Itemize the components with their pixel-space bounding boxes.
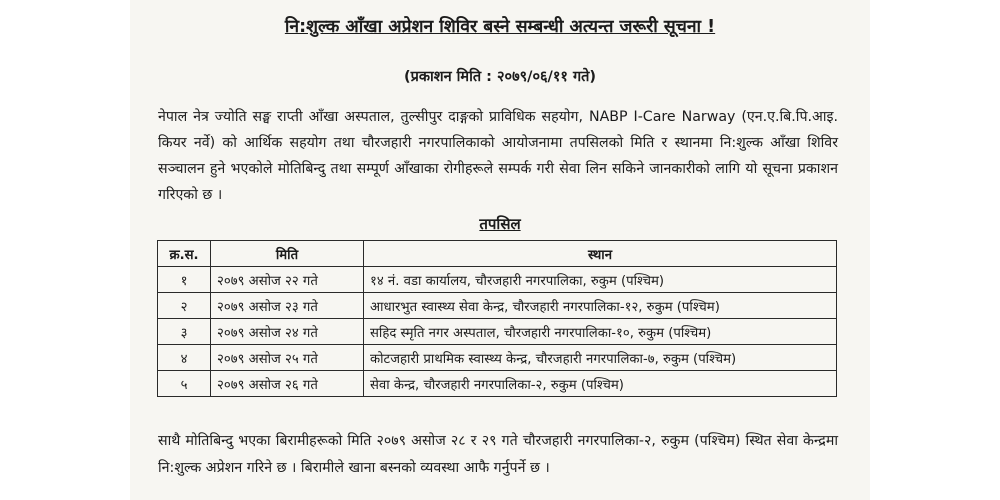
cell-location: सेवा केन्द्र, चौरजहारी नगरपालिका-२, रुकुम (पश्चिम) [364, 371, 837, 397]
cell-location: १४ नं. वडा कार्यालय, चौरजहारी नगरपालिका, रुकुम (पश्चिम) [364, 267, 837, 293]
notice-title-text: नि:शुल्क आँखा अप्रेशन शिविर बस्ने सम्बन्धी अत्यन्त जरूरी सूचना ! [284, 17, 716, 37]
cell-serial: ३ [158, 319, 211, 345]
table-row [158, 345, 837, 371]
cell-date: २०७९ असोज २४ गते [211, 319, 364, 345]
cell-location: कोटजहारी प्राथमिक स्वास्थ्य केन्द्र, चौरजहारी नगरपालिका-७, रुकुम (पश्चिम) [364, 345, 837, 371]
publish-date: (प्रकाशन मिति : २०७९/०६/११ गते) [403, 69, 597, 85]
header-serial: क्र.स. [158, 241, 211, 267]
cell-location: सहिद स्मृति नगर अस्पताल, चौरजहारी नगरपालिका-१०, रुकुम (पश्चिम) [364, 319, 837, 345]
notice-title [0, 14, 1000, 38]
cell-serial: ४ [158, 345, 211, 371]
header-date: मिति [211, 241, 364, 267]
cell-serial: २ [158, 293, 211, 319]
closing-paragraph: साथै मोतिबिन्दु भएका बिरामीहरूको मिति २०७९ असोज २८ र २९ गते चौरजहारी नगरपालिका-२, रुकुम (पश्चिम) स्थित सेवा केन्द्रमा नि:शुल्क अप्रेशन गरिने छ । बिरामीले खाना बस्नको व्यवस्था आफै गर्नुपर्ने छ । [158, 433, 838, 476]
table-row [158, 319, 837, 345]
schedule-heading-text: तपसिल [479, 215, 521, 233]
cell-location: आधारभुत स्वास्थ्य सेवा केन्द्र, चौरजहारी नगरपालिका-१२, रुकुम (पश्चिम) [364, 293, 837, 319]
schedule-table [157, 240, 837, 397]
cell-date: २०७९ असोज २६ गते [211, 371, 364, 397]
cell-date: २०७९ असोज २२ गते [211, 267, 364, 293]
cell-date: २०७९ असोज २५ गते [211, 345, 364, 371]
table-row [158, 371, 837, 397]
table-header-row [158, 241, 837, 267]
cell-date: २०७९ असोज २३ गते [211, 293, 364, 319]
notice-paragraph: नेपाल नेत्र ज्योति सङ्घ राप्ती आँखा अस्पताल, तुल्सीपुर दाङ्गको प्राविधिक सहयोग, NABP I-Care Narway (एन.ए.बि.पि.आइ. कियर नर्वे) को आर्थिक सहयोग तथा चौरजहारी नगरपालिकाको आयोजनामा तपसिलको मिति र स्थानमा नि:शुल्क आँखा शिविर सञ्चालन हुने भएकोले मोतिबिन्दु तथा सम्पूर्ण आँखाका रोगीहरूले सम्पर्क गरी सेवा लिन सकिने जानकारीको लागि यो सूचना प्रकाशन गरिएको छ । [158, 109, 838, 203]
schedule-heading [0, 214, 1000, 234]
table-row [158, 267, 837, 293]
table-row [158, 293, 837, 319]
cell-serial: १ [158, 267, 211, 293]
cell-serial: ५ [158, 371, 211, 397]
header-location: स्थान [364, 241, 837, 267]
